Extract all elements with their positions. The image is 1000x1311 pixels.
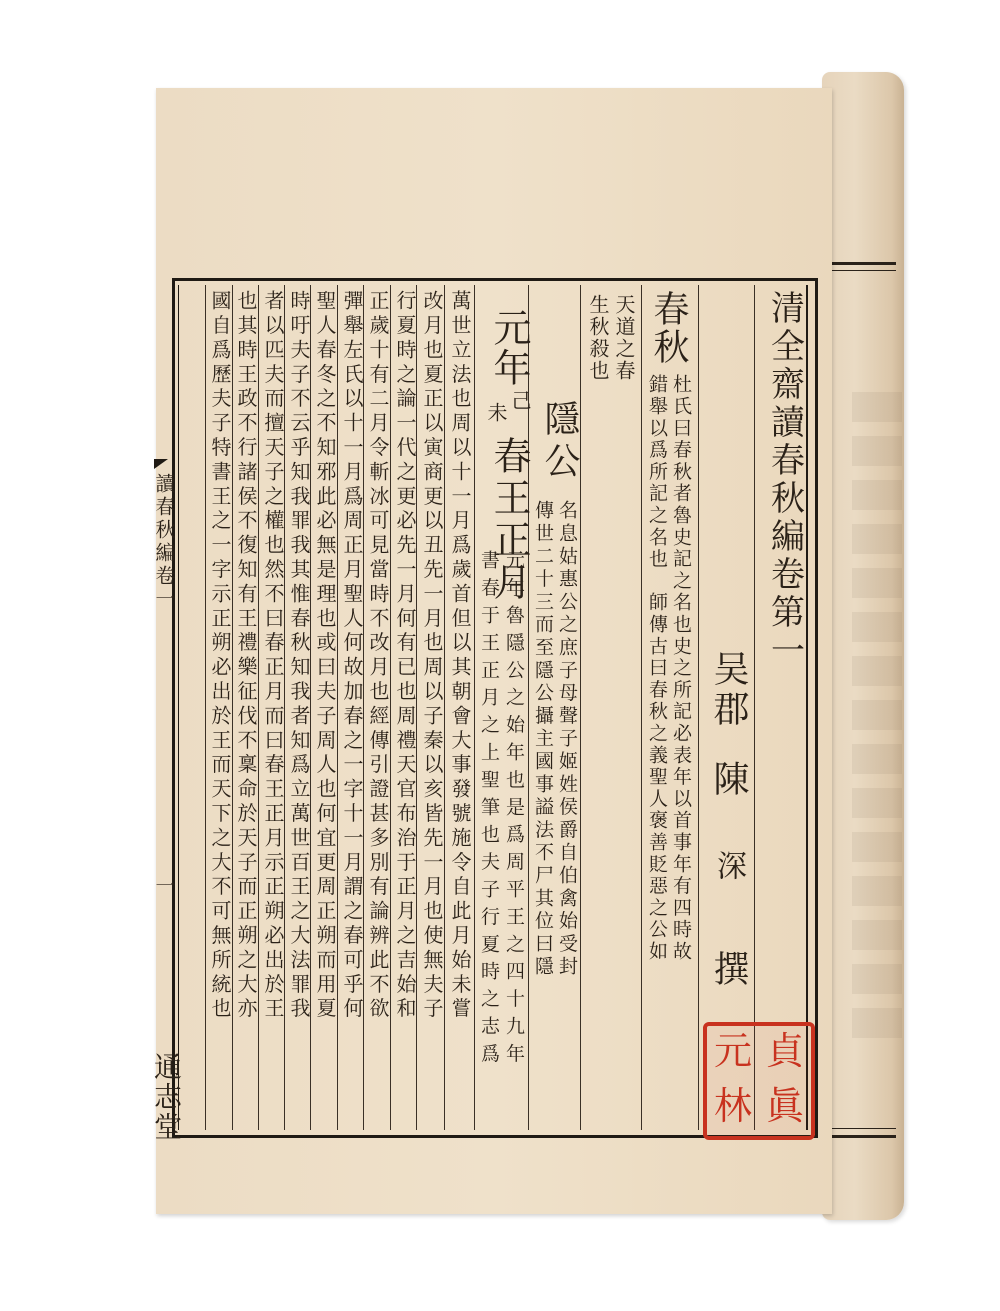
commentary-7-column (312, 290, 338, 1126)
seal-char-3: 林 (713, 1084, 752, 1128)
author-column (700, 650, 756, 1050)
commentary-6: 彈舉左氏以十一月爲周正月聖人何故加春之一字十一月謂之春可乎何 (340, 290, 364, 1022)
commentary-3: 改月也夏正以寅商更以丑先一月也周以子秦以亥皆先一月也使無夫子 (420, 290, 444, 1022)
chunqiu-note-b: 錯舉以爲所記之名也 師傳古曰春秋之義聖人褒善貶惡之公如 (646, 374, 668, 963)
commentary-4: 行夏時之論一代之更必先一月何有已也周禮天官布治于正月之吉始和 (393, 290, 417, 1022)
back-rolled-volume (822, 72, 904, 1220)
commentary-10: 也其時王政不行諸侯不復知有王禮樂征伐不稟命於天子而正朔之大亦 (234, 290, 258, 1022)
commentary-7: 聖人春冬之不知邪此必無是理也或曰夫子周人也何宜更周正朔而用夏 (313, 290, 337, 1022)
chunqiu-note-a: 杜氏曰春秋者魯史記之名也史之所記必表年以首事年有四時故 (670, 374, 692, 963)
yuannian-ganzhi-a: 己 (508, 390, 532, 410)
commentary-9-column (260, 290, 286, 1126)
commentary-11: 國自爲歷夫子特書王之一字示正朔必出於王而天下之大不可無所統也 (208, 290, 232, 1022)
seal-char-1: 元 (713, 1029, 752, 1073)
page-number: 一 (152, 875, 176, 895)
commentary-5: 正歲十有二月令斬冰可見當時不改月也經傳引證甚多別有論辨此不欲 (366, 290, 390, 1022)
commentary-4-column (392, 290, 418, 1126)
seal-char-4: 眞 (765, 1084, 804, 1128)
commentary-2-column (446, 290, 474, 1126)
yingong-heading: 隱公 (539, 400, 580, 484)
fish-tail-mark (154, 459, 168, 469)
yuannian-main-text: 春王正月 (487, 436, 531, 604)
chunqiu-heading: 春秋 (648, 290, 689, 366)
commentary-3-column (418, 290, 446, 1126)
banxin-title: 讀春秋編卷一 (152, 473, 176, 611)
tiandao-column (583, 290, 639, 490)
commentary-8-column (286, 290, 312, 1126)
yuannian-ganzhi-b: 未 (484, 402, 508, 422)
author-surname: 陳 (708, 760, 749, 796)
author-region: 吴郡 (708, 650, 749, 730)
seal-stamp (703, 1022, 815, 1140)
commentary-1b: 書春于王正月之上聖筆也夫子行夏時之志爲 (478, 550, 500, 1071)
commentary-10-column (233, 290, 259, 1126)
seal-char-2: 貞 (765, 1029, 804, 1073)
author-verb: 撰 (708, 950, 749, 986)
commentary-6-column (339, 290, 365, 1126)
tiandao-note-a: 天道之春 (612, 294, 636, 382)
publisher-name: 通志堂 (150, 1052, 183, 1142)
yuannian-heading: 元年 (487, 308, 531, 388)
commentary-2: 萬世立法也周以十一月爲歲首但以其朝會大事發號施令自此月始未嘗 (448, 290, 472, 1022)
yingong-note-b: 傳世二十三而至隱公攝主國事謚法不尸其位曰隱 (532, 500, 554, 979)
book-title: 清全齋讀春秋編卷第一 (764, 290, 805, 670)
commentary-1-column (476, 550, 528, 1120)
yingong-column (530, 400, 580, 1100)
tiandao-note-b: 生秋殺也 (586, 294, 610, 382)
commentary-11-column (207, 290, 233, 1126)
chunqiu-column (643, 290, 699, 1120)
banxin-strip (150, 455, 176, 980)
yingong-note-a: 名息姑惠公之庶子母聲子姬姓侯爵自伯禽始受封 (556, 500, 578, 979)
author-given-name: 深 (711, 850, 746, 880)
commentary-5-column (365, 290, 391, 1126)
title-column (758, 290, 812, 1126)
commentary-8: 時吁夫子不云乎知我罪我其惟春秋知我者知爲立萬世百王之大法罪我 (287, 290, 311, 1022)
commentary-9: 者以匹夫而擅天子之權也然不曰春正月而曰春王正月示正朔必出於王 (261, 290, 285, 1022)
commentary-1a: 元年魯隱公之始年也是爲周平王之四十九年 (503, 550, 525, 1071)
